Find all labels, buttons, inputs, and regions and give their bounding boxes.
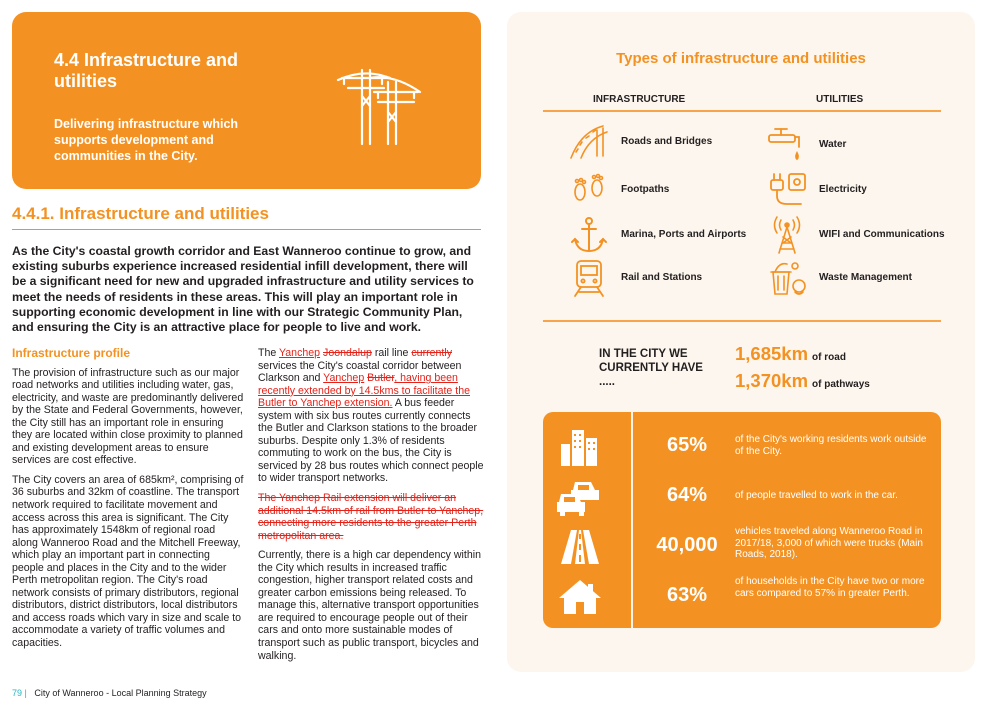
fact-row [543, 520, 941, 574]
item-label: Rail and Stations [621, 271, 703, 283]
util-item-wifi [765, 215, 945, 255]
util-item-water [765, 125, 846, 165]
house-icon [557, 576, 603, 618]
divider [543, 320, 941, 322]
divider [543, 110, 941, 112]
infra-item-roads [567, 122, 712, 162]
stat-road [735, 343, 846, 365]
inserted-text: Yanchep [323, 372, 365, 385]
fact-row [543, 470, 941, 524]
panel-title: Types of infrastructure and utilities [616, 50, 866, 67]
tap-icon [765, 125, 809, 165]
section-banner [12, 12, 481, 189]
deleted-text: Butler [367, 372, 395, 385]
infrastructure-header: INFRASTRUCTURE [593, 94, 686, 105]
stat-unit: of pathways [812, 379, 870, 390]
waste-icon [765, 258, 809, 298]
column-left [12, 347, 244, 657]
highway-icon [557, 526, 603, 568]
fact-text: of people travelled to work in the car. [735, 490, 898, 501]
train-icon [567, 258, 611, 298]
paragraph: Currently, there is a high car dependency within the City which results in increased traffic congestion, higher transport related costs and greater carbon emissions being released. To manage this, alternative transport opportunities are required to encourage people out of their cars and onto more sustainable modes of transport such as public transport, bicycles and walking. [258, 549, 481, 662]
banner-title: 4.4 Infrastructure and utilities [54, 50, 239, 91]
deleted-text: Joondalup [323, 347, 372, 359]
footprints-icon [567, 170, 611, 210]
infographic-panel [507, 12, 975, 672]
item-label: Roads and Bridges [621, 135, 713, 147]
infra-item-footpaths [567, 170, 669, 210]
stat-value: 1,370km [735, 370, 809, 391]
inserted-text: , having been recently extended by 14.5kms to facilitate the Butler to Yanchep extension. [258, 372, 470, 410]
plug-icon [765, 170, 809, 210]
paragraph: The provision of infrastructure such as our major road networks and utilities including water, gas, electricity, and waste are predominantly delivered by the State and Federal Governments, however, the City still has an important role in ensuring they are located within close proximity to planned and existing development areas to ensure services are cost effective. [12, 366, 244, 467]
item-label: Water [819, 138, 847, 150]
fact-text: of households in the City have two or more cars compared to 57% in greater Perth. [735, 576, 925, 599]
section-heading: 4.4.1. Infrastructure and utilities [12, 204, 481, 230]
fact-text: vehicles traveled along Wanneroo Road in 2017/18, 3,000 of which were trucks (Main Roads, 2018). [735, 526, 923, 560]
deleted-paragraph: The Yanchep Rail extension will deliver an additional 14.5km of rail from Butler to Yanchep, connecting more residents to the greater Perth metropolitan area. [258, 492, 484, 542]
fact-row [543, 420, 941, 474]
fact-value: 63% [666, 584, 708, 606]
fact-text: of the City's working residents work outside of the City. [735, 434, 927, 457]
page-footer [12, 688, 207, 698]
item-label: Electricity [819, 183, 867, 195]
power-pole-icon [334, 66, 424, 146]
tower-icon [765, 215, 809, 255]
infra-item-marina [567, 215, 746, 255]
banner-subtitle: Delivering infrastructure which supports development and communities in the City. [54, 117, 239, 163]
stat-pathways [735, 370, 870, 392]
util-item-electricity [765, 170, 867, 210]
city-have-label: IN THE CITY WE CURRENTLY HAVE ..... [599, 348, 703, 388]
page-number: 79 | [12, 688, 27, 698]
lead-paragraph: As the City's coastal growth corridor and East Wanneroo continue to grow, and existing suburbs experience increased residential infill development, there will be a significant need for new and upgraded infrastructure and utility services to meet the needs of residents in these areas. This will play an important role in supporting economic development in line with our Strategic Community Plan, and ensuring the City is an attractive place for people to live and work. [12, 244, 474, 335]
paragraph-rail: The Yanchep Joondalup rail line currently services the City's coastal corridor between Clarkson and Yanchep Butler, having been recently extended by 14.5kms to facilitate the Butler to Yanchep extension. A bus feeder system with six bus routes currently connects the Butler and Clarkson stations to the broader suburbs. Despite only 1.3% of residents commuting to work on the bus, the City is serviced by 28 bus routes which connect people to wider transport networks. [258, 347, 484, 485]
util-item-waste [765, 258, 912, 298]
item-label: WIFI and Communications [819, 228, 945, 240]
fact-value: 64% [666, 484, 708, 506]
inserted-text: Yanchep [279, 347, 321, 359]
fact-value: 40,000 [656, 534, 718, 556]
item-label: Footpaths [621, 183, 670, 195]
item-label: Waste Management [819, 271, 912, 283]
fact-row [543, 570, 941, 624]
fact-value: 65% [666, 434, 708, 456]
document-title: City of Wanneroo - Local Planning Strategy [34, 688, 207, 698]
stat-value: 1,685km [735, 343, 809, 364]
cars-icon [557, 476, 603, 518]
utilities-header: UTILITIES [816, 94, 864, 105]
road-icon [567, 122, 611, 162]
paragraph: The City covers an area of 685km², comprising of 36 suburbs and 32km of coastline. The transport network required to facilitate movement and access across this area is significant. The City has approximately 1548km of regional road along Wanneroo Road and the Mitchell Freeway, which play an important part in connecting people and places in the City and to the wider Perth metropolitan region. The City's road network consists of primary distributors, regional distributors, district distributors, local distributors and access roads which vary in size and scale to accommodate a variety of traffic volumes and capacities. [12, 473, 244, 650]
facts-card [543, 412, 941, 628]
buildings-icon [557, 426, 603, 468]
item-label: Marina, Ports and Airports [621, 228, 747, 240]
infra-item-rail [567, 258, 702, 298]
stat-unit: of road [812, 352, 846, 363]
anchor-icon [567, 215, 611, 255]
deleted-text: currently [411, 347, 452, 359]
column-right [258, 347, 484, 669]
subheading-infrastructure-profile: Infrastructure profile [12, 346, 131, 360]
